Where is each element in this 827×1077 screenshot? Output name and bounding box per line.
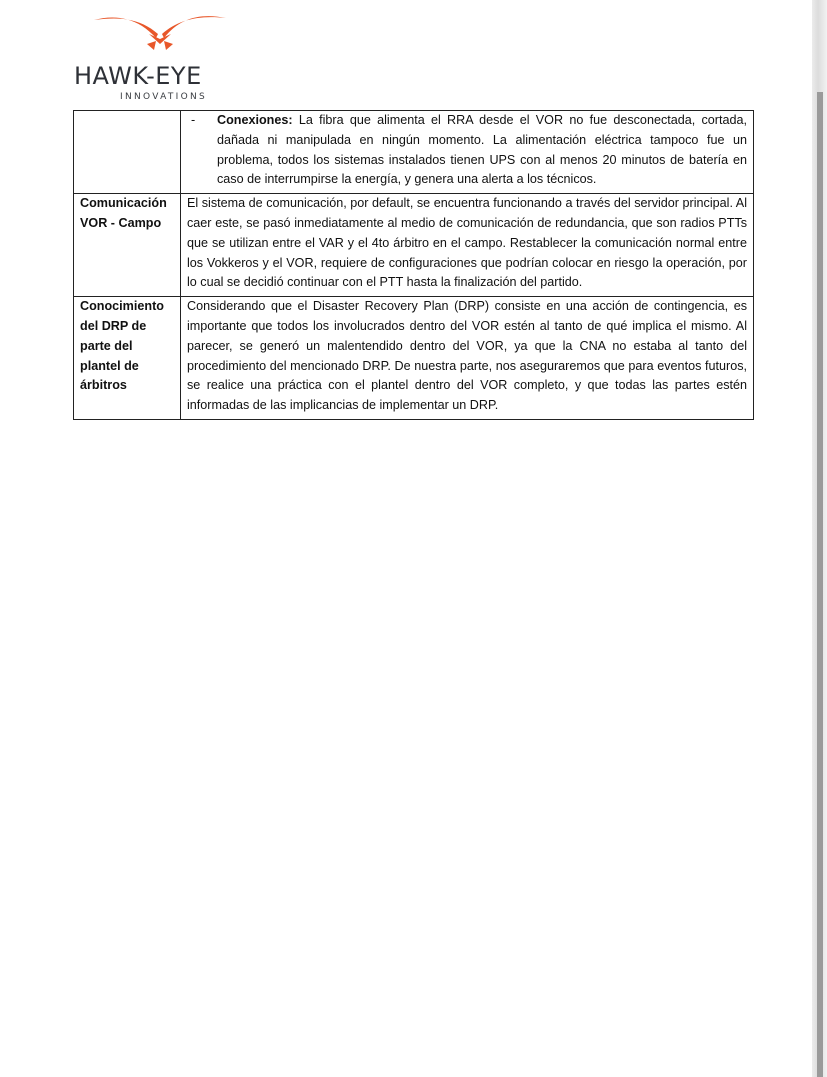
- bullet-body: La fibra que alimenta el RRA desde el VOR no fue desconectada, cortada, dañada ni manipulada en ningún momento. La alimentación eléctrica tampoco fue un problema, todos los sistemas instalados tienen UPS con al menos 20 minutos de batería en caso de interrumpirse la energía, y genera una alerta a los técnicos.: [217, 113, 748, 187]
- row-label: [74, 111, 181, 194]
- table-row: [74, 194, 754, 297]
- row-content: Considerando que el Disaster Recovery Plan (DRP) consiste en una acción de contingencia, es importante que todos los involucrados dentro del VOR estén al tanto de qué implica el mismo. Al parecer, se generó un malentendido dentro del VOR, ya que la CNA no estaba al tanto del procedimiento del mencionado DRP. De nuestra parte, nos aseguraremos que para eventos futuros, se realice una práctica con el plantel dentro del VOR completo, y que todas las partes estén informadas de las implicancias de implementar un DRP.: [181, 297, 754, 420]
- bullet-item: [187, 111, 747, 190]
- logo-subtitle: INNOVATIONS: [120, 92, 208, 102]
- hawk-eye-logo: [74, 14, 254, 104]
- bullet-marker: -: [191, 113, 196, 127]
- hawk-wings-icon: [94, 14, 226, 54]
- bullet-text: [217, 111, 747, 190]
- incident-table: [73, 110, 754, 420]
- row-label: Conocimiento del DRP de parte del plantel de árbitros: [74, 297, 181, 420]
- table-row: [74, 111, 754, 194]
- row-content: El sistema de comunicación, por default, se encuentra funcionando a través del servidor principal. Al caer este, se pasó inmediatamente al medio de comunicación de redundancia, que son radios PTTs que se utilizan entre el VAR y el 4to árbitro en el campo. Restablecer la comunicación normal entre los Vokkeros y el VOR, requiere de configuraciones que podrían colocar en riesgo la operación, por lo cual se decidió continuar con el PTT hasta la finalización del partido.: [181, 194, 754, 297]
- row-content: [181, 111, 754, 194]
- bullet-title: Conexiones:: [217, 113, 293, 127]
- page-edge-shadow: [817, 92, 823, 1077]
- logo-wordmark: HAWK-EYE: [74, 62, 202, 90]
- row-label: Comunicación VOR - Campo: [74, 194, 181, 297]
- table-row: [74, 297, 754, 420]
